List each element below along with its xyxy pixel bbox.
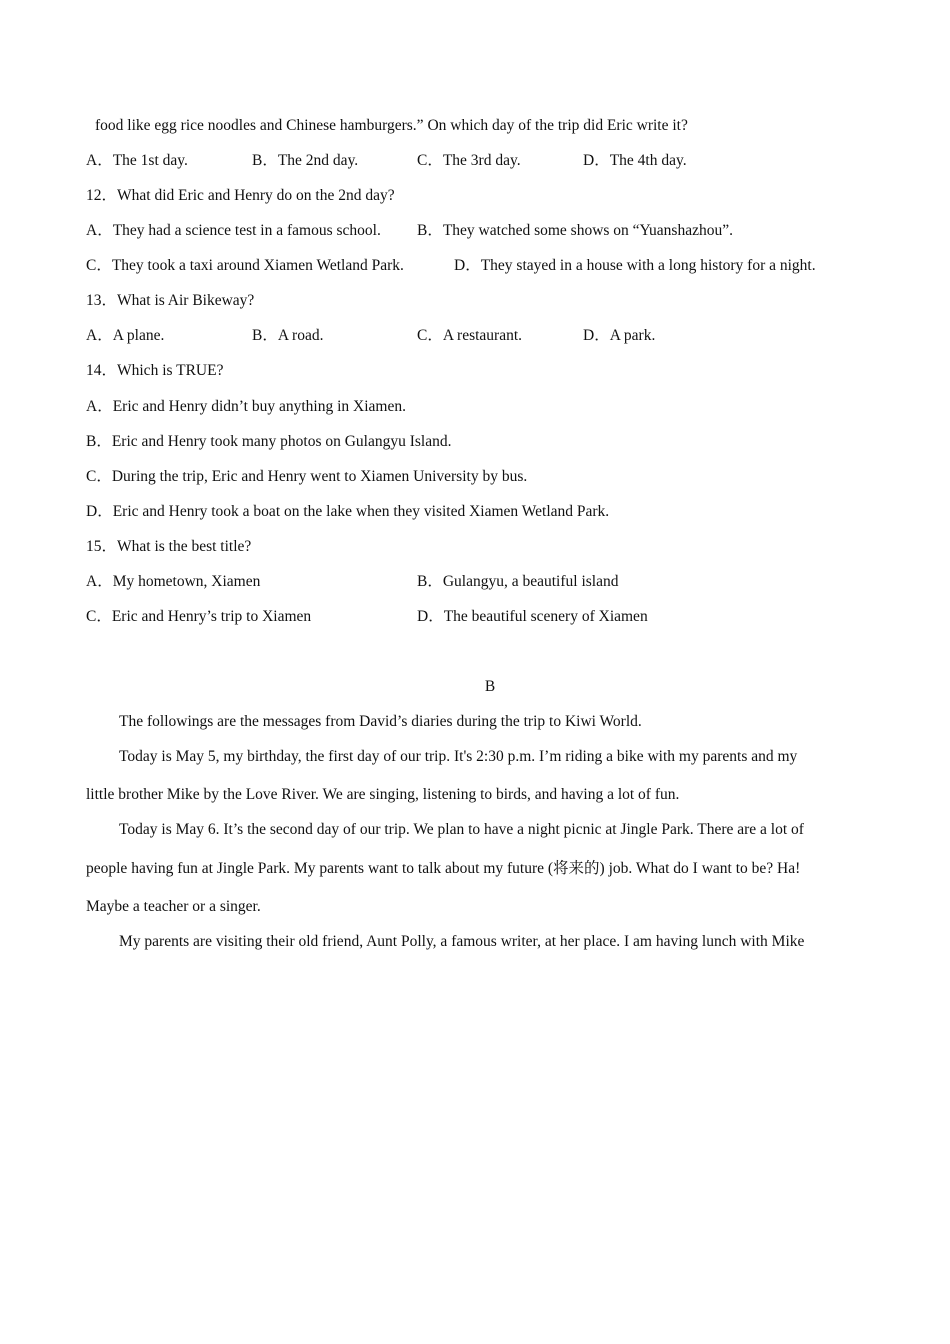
q11-option-c: C．The 3rd day. bbox=[417, 152, 521, 169]
diary-paragraph-2-line-2: people having fun at Jingle Park. My parents want to talk about my future (将来的) job. What do I want to be? Ha! bbox=[86, 860, 801, 877]
q11-option-d: D．The 4th day. bbox=[583, 152, 687, 169]
question-15: 15．What is the best title? bbox=[86, 538, 252, 555]
diary-paragraph-2-line-3: Maybe a teacher or a singer. bbox=[86, 898, 261, 915]
q12-option-b: B．They watched some shows on “Yuanshazhou”. bbox=[417, 222, 733, 239]
diary-paragraph-1-line-2: little brother Mike by the Love River. We are singing, listening to birds, and having a lot of fun. bbox=[86, 786, 680, 803]
diary-paragraph-3-line-1: My parents are visiting their old friend, Aunt Polly, a famous writer, at her place. I am having lunch with Mike bbox=[119, 933, 805, 950]
q13-option-b: B．A road. bbox=[252, 327, 324, 344]
diary-paragraph-1-line-1: Today is May 5, my birthday, the first day of our trip. It's 2:30 p.m. I’m riding a bike with my parents and my bbox=[119, 748, 798, 765]
q12-option-d: D．They stayed in a house with a long history for a night. bbox=[454, 257, 816, 274]
q15-option-d: D．The beautiful scenery of Xiamen bbox=[417, 608, 648, 625]
q14-option-c: C．During the trip, Eric and Henry went to Xiamen University by bus. bbox=[86, 468, 528, 485]
q14-option-a: A．Eric and Henry didn’t buy anything in Xiamen. bbox=[86, 398, 406, 415]
q15-option-b: B．Gulangyu, a beautiful island bbox=[417, 573, 619, 590]
diary-paragraph-2-line-1: Today is May 6. It’s the second day of our trip. We plan to have a night picnic at Jingle Park. There are a lot of bbox=[119, 821, 804, 838]
q12-option-c: C．They took a taxi around Xiamen Wetland Park. bbox=[86, 257, 404, 274]
q11-option-b: B．The 2nd day. bbox=[252, 152, 359, 169]
q13-option-c: C．A restaurant. bbox=[417, 327, 523, 344]
question-13: 13．What is Air Bikeway? bbox=[86, 292, 255, 309]
q11-option-a: A．The 1st day. bbox=[86, 152, 188, 169]
question-11-continuation: food like egg rice noodles and Chinese hamburgers.” On which day of the trip did Eric write it? bbox=[95, 117, 688, 134]
question-14: 14．Which is TRUE? bbox=[86, 362, 224, 379]
q14-option-b: B．Eric and Henry took many photos on Gulangyu Island. bbox=[86, 433, 452, 450]
q15-option-a: A．My hometown, Xiamen bbox=[86, 573, 261, 590]
question-12: 12．What did Eric and Henry do on the 2nd day? bbox=[86, 187, 395, 204]
q15-option-c: C．Eric and Henry’s trip to Xiamen bbox=[86, 608, 312, 625]
q13-option-a: A．A plane. bbox=[86, 327, 165, 344]
q13-option-d: D．A park. bbox=[583, 327, 656, 344]
q12-option-a: A．They had a science test in a famous school. bbox=[86, 222, 381, 239]
q14-option-d: D．Eric and Henry took a boat on the lake when they visited Xiamen Wetland Park. bbox=[86, 503, 610, 520]
section-b-heading: B bbox=[484, 678, 496, 695]
section-b-intro: The followings are the messages from David’s diaries during the trip to Kiwi World. bbox=[119, 713, 642, 730]
